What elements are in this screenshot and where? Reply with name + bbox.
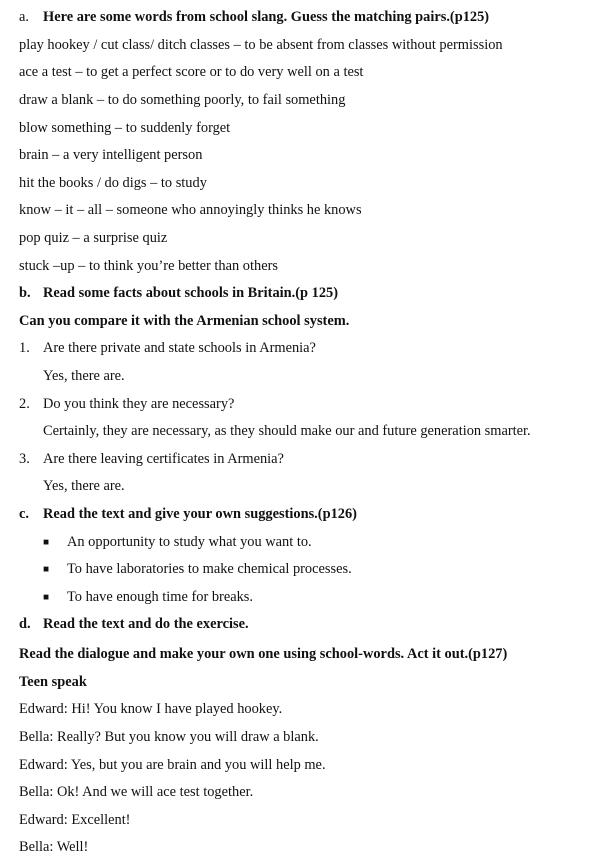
slang-pair: pop quiz – a surprise quiz (19, 230, 168, 246)
square-bullet-icon: ■ (43, 564, 50, 575)
section-d-title: Read the text and do the exercise. (43, 616, 249, 632)
answer-text: Certainly, they are necessary, as they should make our and future generation smarter. (43, 423, 531, 439)
dialogue-line: Bella: Ok! And we will ace test together. (19, 784, 254, 800)
section-a-title: Here are some words from school slang. Guess the matching pairs.(p125) (43, 9, 490, 25)
section-c-heading (19, 505, 357, 523)
section-d-marker: d. (19, 616, 31, 632)
suggestion-text: An opportunity to study what you want to. (67, 534, 312, 550)
slang-pair: brain – a very intelligent person (19, 147, 203, 163)
suggestion-text: To have laboratories to make chemical processes. (67, 561, 352, 577)
dialogue-line: Edward: Excellent! (19, 812, 131, 828)
dialogue-line: Edward: Hi! You know I have played hookey. (19, 701, 283, 717)
section-b-marker: b. (19, 285, 31, 301)
slang-pair: hit the books / do digs – to study (19, 175, 207, 191)
question-item (19, 395, 234, 413)
section-d-instruction: Read the dialogue and make your own one using school-words. Act it out.(p127) (19, 646, 508, 662)
question-item (19, 450, 284, 468)
suggestion-item (43, 560, 352, 578)
slang-pair: stuck –up – to think you’re better than others (19, 258, 278, 274)
question-text: Do you think they are necessary? (43, 396, 235, 412)
slang-pair: ace a test – to get a perfect score or to do very well on a test (19, 64, 364, 80)
section-b-title: Read some facts about schools in Britain.(p 125) (43, 285, 339, 301)
square-bullet-icon: ■ (43, 537, 50, 548)
question-item (19, 339, 316, 357)
dialogue-line: Bella: Well! (19, 839, 89, 855)
dialogue-line: Edward: Yes, but you are brain and you will help me. (19, 757, 326, 773)
section-a-heading (19, 8, 489, 26)
dialogue-line: Bella: Really? But you know you will draw a blank. (19, 729, 319, 745)
section-d-heading (19, 615, 249, 633)
section-c-title: Read the text and give your own suggestions.(p126) (43, 506, 357, 522)
question-text: Are there private and state schools in Armenia? (43, 340, 316, 356)
section-b-subheading: Can you compare it with the Armenian school system. (19, 313, 350, 329)
slang-pair: blow something – to suddenly forget (19, 120, 231, 136)
suggestion-text: To have enough time for breaks. (67, 589, 254, 605)
section-a-marker: a. (19, 9, 29, 25)
answer-text: Yes, there are. (43, 478, 125, 494)
slang-pair: know – it – all – someone who annoyingly thinks he knows (19, 202, 362, 218)
section-b-heading (19, 284, 338, 302)
question-text: Are there leaving certificates in Armenia? (43, 451, 284, 467)
suggestion-item (43, 533, 312, 551)
section-c-marker: c. (19, 506, 29, 522)
question-number: 2. (19, 396, 30, 412)
slang-pair: play hookey / cut class/ ditch classes – to be absent from classes without permission (19, 37, 503, 53)
slang-pair: draw a blank – to do something poorly, to fail something (19, 92, 346, 108)
answer-text: Yes, there are. (43, 368, 125, 384)
question-number: 3. (19, 451, 30, 467)
dialogue-title: Teen speak (19, 674, 87, 690)
square-bullet-icon: ■ (43, 592, 50, 603)
suggestion-item (43, 588, 253, 606)
question-number: 1. (19, 340, 30, 356)
